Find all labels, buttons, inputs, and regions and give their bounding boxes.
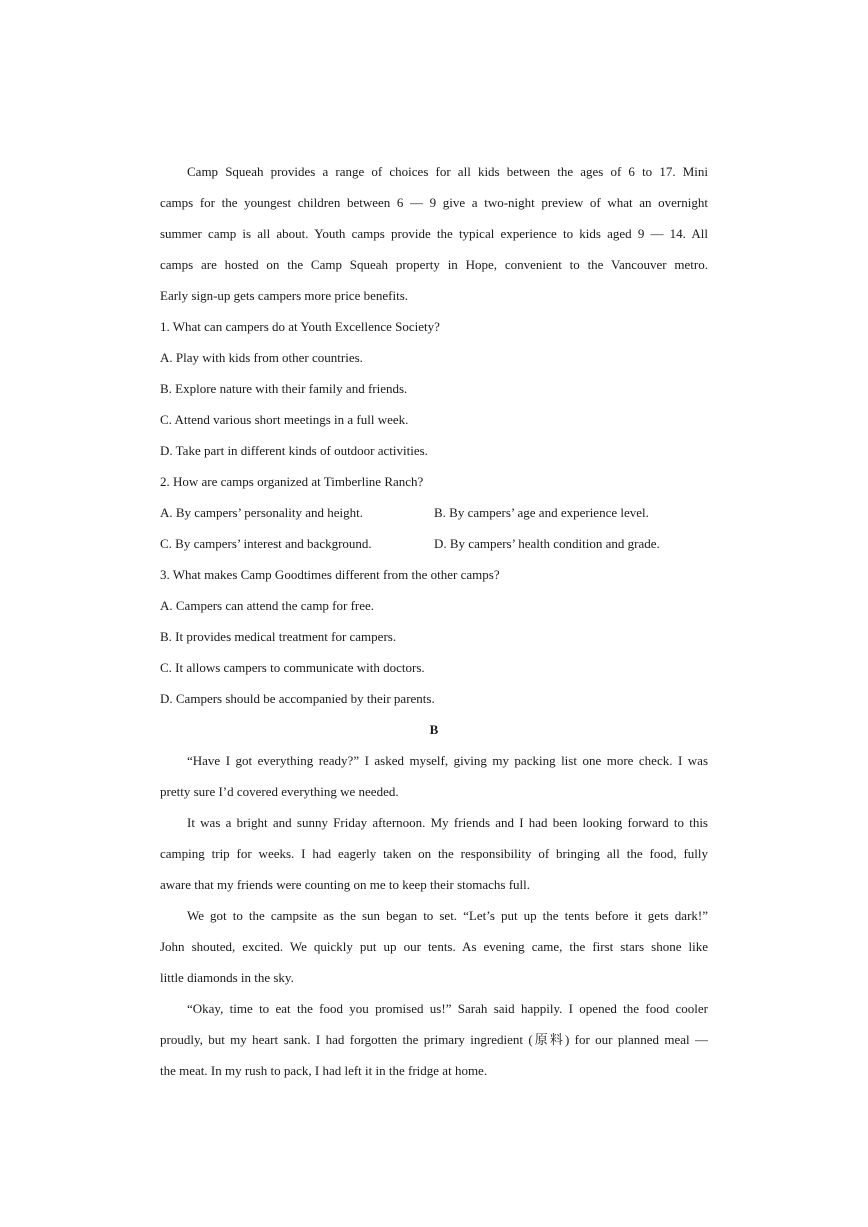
section-b-paragraph-2 <box>160 807 708 900</box>
text-line: proudly, but my heart sank. I had forgotten the primary ingredient (原料) for our planned meal — <box>160 1032 708 1047</box>
document-page <box>160 156 708 1086</box>
option-row <box>160 528 708 559</box>
option-a: A. By campers’ personality and height. <box>160 505 364 520</box>
section-b-title: B <box>429 722 439 737</box>
option-d: D. Campers should be accompanied by their parents. <box>160 691 435 706</box>
option-b: B. It provides medical treatment for campers. <box>160 629 397 644</box>
text-line: summer camp is all about. Youth camps provide the typical experience to kids aged 9 — 14. All <box>160 226 708 241</box>
text-line: We got to the campsite as the sun began to set. “Let’s put up the tents before it gets dark!” <box>187 908 708 923</box>
text-line: the meat. In my rush to pack, I had left it in the fridge at home. <box>160 1063 488 1078</box>
text-line: John shouted, excited. We quickly put up our tents. As evening came, the first stars shone like <box>160 939 708 954</box>
text-line: pretty sure I’d covered everything we needed. <box>160 784 399 799</box>
text-line: “Okay, time to eat the food you promised us!” Sarah said happily. I opened the food cooler <box>187 1001 708 1016</box>
question-stem: 1. What can campers do at Youth Excellence Society? <box>160 319 440 334</box>
text-line: camps for the youngest children between 6 — 9 give a two-night preview of what an overnight <box>160 195 708 210</box>
text-line: “Have I got everything ready?” I asked myself, giving my packing list one more check. I was <box>187 753 708 768</box>
option-c: C. It allows campers to communicate with doctors. <box>160 660 425 675</box>
text-line: It was a bright and sunny Friday afternoon. My friends and I had been looking forward to this <box>187 815 708 830</box>
option-a: A. Play with kids from other countries. <box>160 350 363 365</box>
option-b: B. By campers’ age and experience level. <box>434 505 649 520</box>
text-line: Early sign-up gets campers more price benefits. <box>160 288 408 303</box>
section-b-paragraph-4 <box>160 993 708 1086</box>
option-row <box>160 497 708 528</box>
option-c: C. Attend various short meetings in a full week. <box>160 412 409 427</box>
text-line: camps are hosted on the Camp Squeah property in Hope, convenient to the Vancouver metro. <box>160 257 708 272</box>
section-b-paragraph-1 <box>160 745 708 807</box>
question-stem: 3. What makes Camp Goodtimes different from the other camps? <box>160 567 500 582</box>
option-a: A. Campers can attend the camp for free. <box>160 598 375 613</box>
text-line: aware that my friends were counting on me to keep their stomachs full. <box>160 877 531 892</box>
question-3 <box>160 559 708 714</box>
question-stem: 2. How are camps organized at Timberline Ranch? <box>160 474 424 489</box>
camp-squeah-paragraph <box>160 156 708 311</box>
question-1 <box>160 311 708 466</box>
option-b: B. Explore nature with their family and friends. <box>160 381 408 396</box>
section-b-paragraph-3 <box>160 900 708 993</box>
question-2 <box>160 466 708 559</box>
option-d: D. By campers’ health condition and grade. <box>434 536 660 551</box>
text-line: little diamonds in the sky. <box>160 970 294 985</box>
option-c: C. By campers’ interest and background. <box>160 536 372 551</box>
option-d: D. Take part in different kinds of outdoor activities. <box>160 443 428 458</box>
text-line: camping trip for weeks. I had eagerly taken on the responsibility of bringing all the food, fully <box>160 846 708 861</box>
text-line: Camp Squeah provides a range of choices for all kids between the ages of 6 to 17. Mini <box>187 164 708 179</box>
